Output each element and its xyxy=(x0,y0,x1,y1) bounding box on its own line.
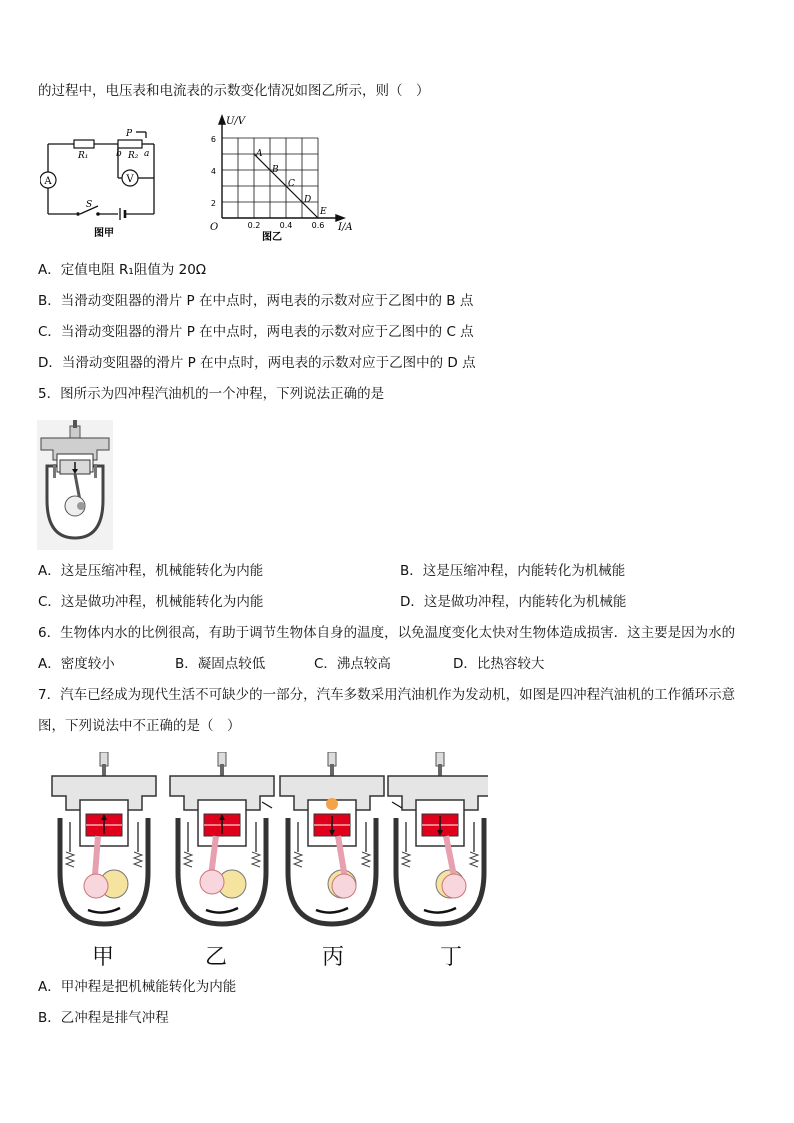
fig-jia-caption: 图甲 xyxy=(94,228,114,239)
q5-option-d: D．这是做功冲程，内能转化为机械能 xyxy=(400,594,627,610)
y-tick-2: 2 xyxy=(210,199,216,208)
voltmeter-label: V xyxy=(126,174,134,185)
point-e: E xyxy=(320,207,327,217)
fig-yi-caption: 图乙 xyxy=(262,232,282,242)
r1-label: R₁ xyxy=(78,151,89,161)
engine-cycle-diagrams xyxy=(48,752,488,932)
q4-option-b: B．当滑动变阻器的滑片 P 在中点时，两电表的示数对应于乙图中的 B 点 xyxy=(38,293,474,309)
q7-option-a: A．甲冲程是把机械能转化为内能 xyxy=(38,979,237,995)
engine-label-ding: 丁 xyxy=(440,945,463,970)
s-label: S xyxy=(86,200,93,210)
q6-option-b: B．凝固点较低 xyxy=(175,656,266,672)
b-label: b xyxy=(116,149,122,159)
ammeter-label: A xyxy=(44,176,52,187)
x-tick-0.2: 0.2 xyxy=(247,221,261,230)
q5-option-b: B．这是压缩冲程，内能转化为机械能 xyxy=(400,563,626,579)
point-a: A xyxy=(256,149,263,159)
point-c: C xyxy=(288,179,295,189)
ui-graph xyxy=(200,114,360,242)
q7-stem-line1: 7．汽车已经成为现代生活不可缺少的一部分，汽车多数采用汽油机作为发动机，如图是四冲程汽油机的工作循环示意 xyxy=(38,687,736,703)
point-d: D xyxy=(304,195,312,205)
point-b: B xyxy=(272,165,279,175)
origin-label: O xyxy=(210,222,219,233)
x-tick-0.6: 0.6 xyxy=(311,221,325,230)
q4-option-d: D．当滑动变阻器的滑片 P 在中点时，两电表的示数对应于乙图中的 D 点 xyxy=(38,355,476,371)
q5-stem: 5．图所示为四冲程汽油机的一个冲程，下列说法正确的是 xyxy=(38,386,385,402)
r2-label: R₂ xyxy=(128,151,139,161)
engine-yi-icon xyxy=(170,752,274,924)
q6-option-d: D．比热容较大 xyxy=(453,656,545,672)
x-tick-0.4: 0.4 xyxy=(279,221,293,230)
q5-option-a: A．这是压缩冲程，机械能转化为内能 xyxy=(38,563,264,579)
engine-bing-icon xyxy=(280,752,384,924)
x-axis-label: I/A xyxy=(338,222,353,233)
engine-label-yi: 乙 xyxy=(205,945,228,970)
a-label: a xyxy=(144,149,150,159)
y-axis-label: U/V xyxy=(226,116,246,127)
q6-stem: 6．生物体内水的比例很高，有助于调节生物体自身的温度，以免温度变化太快对生物体造成损害．这主要是因为水的 xyxy=(38,625,736,641)
q6-option-c: C．沸点较高 xyxy=(314,656,391,672)
engine-ding-icon xyxy=(388,752,488,924)
engine-stroke-image xyxy=(37,420,113,550)
circuit-diagram xyxy=(40,122,165,240)
q7-stem-line2: 图，下列说法中不正确的是（ ） xyxy=(38,718,241,734)
engine-label-jia: 甲 xyxy=(92,945,115,970)
q4-intro: 的过程中，电压表和电流表的示数变化情况如图乙所示，则（ ） xyxy=(38,83,430,99)
p-label: P xyxy=(126,129,133,139)
q4-option-c: C．当滑动变阻器的滑片 P 在中点时，两电表的示数对应于乙图中的 C 点 xyxy=(38,324,474,340)
y-tick-4: 4 xyxy=(210,167,216,176)
q7-option-b: B．乙冲程是排气冲程 xyxy=(38,1010,169,1026)
q5-option-c: C．这是做功冲程，机械能转化为内能 xyxy=(38,594,264,610)
engine-label-bing: 丙 xyxy=(322,945,345,970)
q4-option-a: A．定值电阻 R₁阻值为 20Ω xyxy=(38,262,207,278)
y-tick-6: 6 xyxy=(210,135,216,144)
engine-jia-icon xyxy=(52,752,156,924)
q6-option-a: A．密度较小 xyxy=(38,656,115,672)
